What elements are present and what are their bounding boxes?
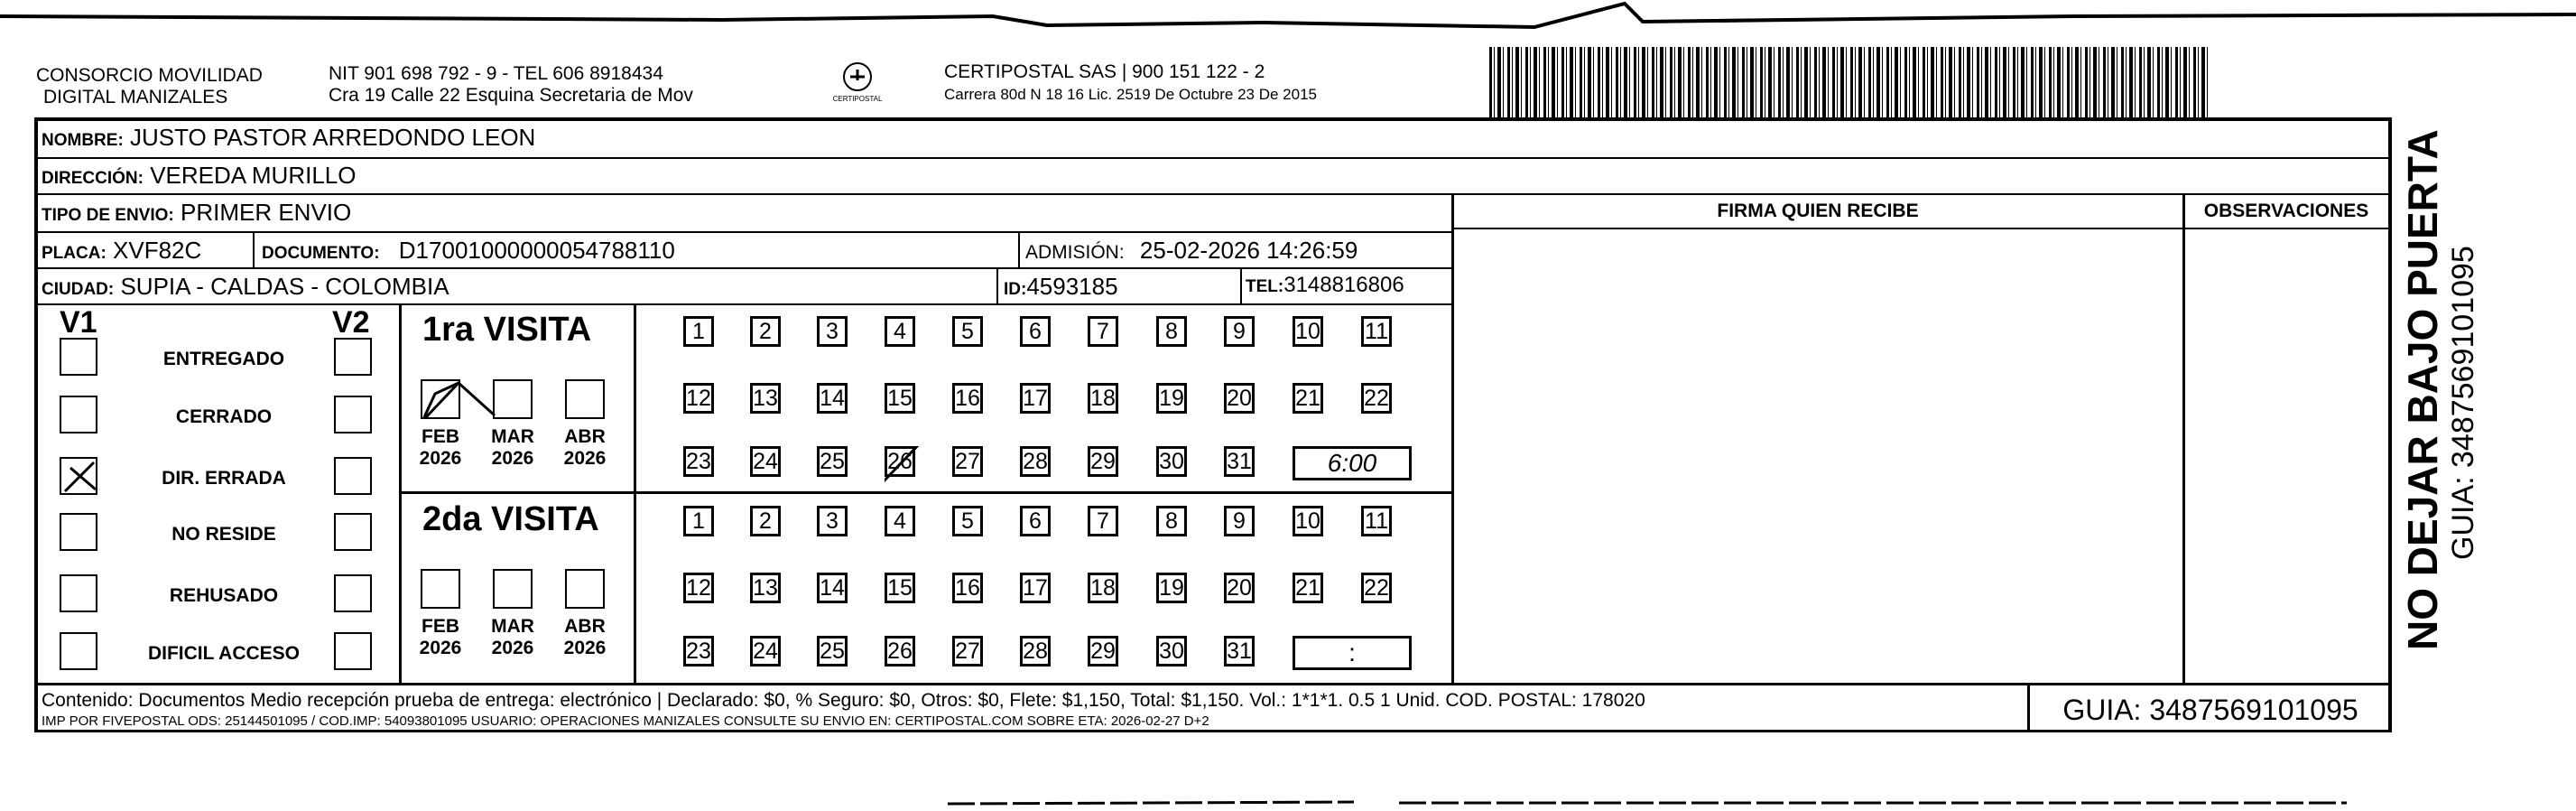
rule [34,730,2392,732]
day-box[interactable]: 10 [1293,316,1323,347]
v2-checkbox[interactable] [334,632,372,670]
month-name: FEB [422,616,459,637]
nombre-row [42,124,535,152]
day-box[interactable]: 3 [817,316,848,347]
footer-imp: IMP POR FIVEPOSTAL ODS: 25144501095 / COD.IMP: 54093801095 USUARIO: OPERACIONES MANIZALES CONSULTE SU ENVIO EN: CERTIPOSTAL.COM SOBRE ETA: 2026-02-27 D+2 [42,713,1209,729]
month-label [558,616,612,659]
day-box[interactable]: 2 [750,316,781,347]
month-label [413,426,468,470]
rule [34,231,1453,233]
id-row [1004,273,1118,301]
day-box[interactable]: 8 [1156,316,1187,347]
month-year: 2026 [563,638,607,658]
direccion-value: VEREDA MURILLO [150,162,357,189]
day-box[interactable]: 24 [750,446,781,477]
carrier-info [944,61,1317,104]
placa-row [42,237,201,265]
v2-checkbox[interactable] [334,396,372,433]
day-box[interactable]: 28 [1020,636,1051,667]
rule [34,157,2392,159]
id-label: ID: [1004,280,1027,299]
org-name [36,65,263,108]
day-box[interactable]: 2 [750,506,781,536]
day-box[interactable]: 4 [885,506,915,536]
rule [2182,195,2185,683]
v2-checkbox[interactable] [334,574,372,612]
rule [34,193,2392,195]
day-box[interactable]: 29 [1088,446,1118,477]
month-checkbox[interactable] [421,379,460,419]
tipo-label: TIPO DE ENVIO: [42,206,174,225]
day-box[interactable]: 26 [885,636,915,667]
day-box[interactable]: 1 [683,316,714,347]
month-name: ABR [564,426,606,447]
day-box[interactable]: 27 [952,446,983,477]
visit-title: 2da VISITA [422,500,599,538]
day-box[interactable]: 22 [1361,383,1392,414]
tel-label: TEL: [1246,277,1284,296]
day-box[interactable]: 5 [952,316,983,347]
footer-guia: GUIA: 3487569101095 [2062,694,2358,726]
day-box[interactable]: 17 [1020,573,1051,603]
day-box[interactable]: 20 [1224,573,1255,603]
state-label: DIR. ERRADA [162,468,286,489]
placa-label: PLACA: [42,244,107,263]
ciudad-value: SUPIA - CALDAS - COLOMBIA [120,273,449,300]
day-box[interactable]: 10 [1293,506,1323,536]
state-label: NO RESIDE [171,524,276,545]
rule [996,269,998,305]
v1-checkbox[interactable] [60,632,97,670]
month-year: 2026 [419,448,462,469]
v2-header: V2 [332,305,370,340]
day-box[interactable]: 16 [952,573,983,603]
day-box[interactable]: 5 [952,506,983,536]
v1-checkbox[interactable] [60,513,97,551]
day-box[interactable]: 16 [952,383,983,414]
day-box[interactable]: 31 [1224,446,1255,477]
nombre-value: JUSTO PASTOR ARREDONDO LEON [130,124,536,151]
day-box[interactable]: 26 [885,446,915,477]
direccion-label: DIRECCIÓN: [42,169,144,188]
rule [253,233,255,269]
documento-label: DOCUMENTO: [262,244,380,263]
rule [1451,228,2392,229]
certipostal-logo-icon [842,61,873,92]
ciudad-row [42,273,449,301]
state-label: REHUSADO [169,585,279,606]
month-name: ABR [564,616,606,637]
tel-row [1246,273,1404,298]
org-line2: DIGITAL MANIZALES [43,87,228,107]
day-box[interactable]: 12 [683,573,714,603]
day-box[interactable]: 7 [1088,506,1118,536]
tipo-row [42,199,351,227]
month-name: MAR [491,616,534,637]
rule [34,683,2392,685]
ciudad-label: CIUDAD: [42,280,115,299]
org-line1: CONSORCIO MOVILIDAD [36,65,263,86]
carrier-line1: CERTIPOSTAL SAS | 900 151 122 - 2 [944,61,1265,82]
day-box[interactable]: 21 [1293,573,1323,603]
month-year: 2026 [563,448,607,469]
v1-checkbox[interactable] [60,457,97,495]
day-box[interactable]: 18 [1088,383,1118,414]
admision-value: 25-02-2026 14:26:59 [1139,237,1358,264]
nit-line2: Cra 19 Calle 22 Esquina Secretaria de Mov [329,85,693,106]
day-box[interactable]: 12 [683,383,714,414]
day-box[interactable]: 11 [1361,316,1392,347]
month-label [558,426,612,470]
month-year: 2026 [419,638,462,658]
month-checkbox[interactable] [565,569,605,609]
v2-checkbox[interactable] [334,513,372,551]
time-field[interactable]: 6:00 [1293,446,1412,480]
month-checkbox[interactable] [421,569,460,609]
rule [1018,233,1020,269]
day-box[interactable]: 23 [683,446,714,477]
day-box[interactable]: 9 [1224,316,1255,347]
rule [2027,683,2030,732]
nit-line1: NIT 901 698 792 - 9 - TEL 606 8918434 [329,63,663,84]
day-box[interactable]: 13 [750,383,781,414]
day-mark-icon [885,446,921,487]
tipo-value: PRIMER ENVIO [180,199,352,226]
id-value: 4593185 [1026,273,1118,300]
time-field[interactable]: : [1293,636,1412,670]
state-label: ENTREGADO [162,349,285,369]
day-box[interactable]: 15 [885,383,915,414]
direccion-row [42,162,356,190]
v2-checkbox[interactable] [334,338,372,376]
rule [34,117,2392,121]
day-box[interactable]: 15 [885,573,915,603]
day-box[interactable]: 20 [1224,383,1255,414]
day-box[interactable]: 21 [1293,383,1323,414]
day-box[interactable]: 14 [817,573,848,603]
firma-header: FIRMA QUIEN RECIBE [1717,200,1919,221]
side-guia: GUIA: 3487569101095 [2446,246,2480,560]
certipostal-logo [830,61,885,103]
admision-row [1025,237,1357,265]
month-name: FEB [422,426,459,447]
check-mark-icon [422,381,495,419]
nit-info [329,63,693,107]
day-box[interactable]: 3 [817,506,848,536]
v2-checkbox[interactable] [334,457,372,495]
month-label [413,616,468,659]
check-mark-icon [61,459,97,495]
month-name: MAR [491,426,534,447]
admision-label: ADMISIÓN: [1025,242,1125,263]
day-box[interactable]: 27 [952,636,983,667]
rule [1240,269,1242,305]
v1-checkbox[interactable] [60,396,97,433]
month-label [486,616,540,659]
state-label: DIFICIL ACCESO [147,643,300,664]
v1-checkbox[interactable] [60,338,97,376]
torn-edge [0,0,2576,36]
day-box[interactable]: 29 [1088,636,1118,667]
day-box[interactable]: 31 [1224,636,1255,667]
day-box[interactable]: 6 [1020,506,1051,536]
day-box[interactable]: 18 [1088,573,1118,603]
day-box[interactable]: 4 [885,316,915,347]
documento-row [262,237,675,265]
rule [34,117,38,732]
month-label [486,426,540,470]
barcode [1489,47,2211,117]
v1-header: V1 [60,305,97,340]
day-box[interactable]: 19 [1156,573,1187,603]
day-box[interactable]: 11 [1361,506,1392,536]
state-label: CERRADO [175,406,273,427]
day-box[interactable]: 22 [1361,573,1392,603]
month-checkbox[interactable] [565,379,605,419]
day-box[interactable]: 9 [1224,506,1255,536]
logo-caption: CERTIPOSTAL [832,95,883,103]
bottom-edge [0,795,2576,811]
rule [2388,117,2392,732]
day-box[interactable]: 30 [1156,636,1187,667]
v1-checkbox[interactable] [60,574,97,612]
day-box[interactable]: 13 [750,573,781,603]
side-notice: NO DEJAR BAJO PUERTA [2399,129,2446,650]
day-box[interactable]: 23 [683,636,714,667]
month-checkbox[interactable] [493,379,533,419]
documento-value: D17001000000054788110 [398,237,675,264]
tel-value: 3148816806 [1283,273,1404,297]
rule [399,491,1453,494]
day-box[interactable]: 14 [817,383,848,414]
day-box[interactable]: 17 [1020,383,1051,414]
day-box[interactable]: 25 [817,446,848,477]
nombre-label: NOMBRE: [42,131,124,150]
carrier-line2: Carrera 80d N 18 16 Lic. 2519 De Octubre 23 De 2015 [944,86,1317,103]
placa-value: XVF82C [113,237,202,264]
day-box[interactable]: 28 [1020,446,1051,477]
month-year: 2026 [491,638,534,658]
day-box[interactable]: 7 [1088,316,1118,347]
day-box[interactable]: 8 [1156,506,1187,536]
day-box[interactable]: 1 [683,506,714,536]
footer-contenido: Contenido: Documentos Medio recepción prueba de entrega: electrónico | Declarado: $0, % Seguro: $0, Otros: $0, Flete: $1,150, Total: $1,150. Vol.: 1*1*1. 0.5 1 Unid. COD. POSTAL: 178020 [42,690,1645,711]
visit-title: 1ra VISITA [422,311,592,349]
month-checkbox[interactable] [493,569,533,609]
day-box[interactable]: 25 [817,636,848,667]
day-box[interactable]: 6 [1020,316,1051,347]
observaciones-header: OBSERVACIONES [2203,200,2369,221]
day-box[interactable]: 19 [1156,383,1187,414]
day-box[interactable]: 30 [1156,446,1187,477]
day-box[interactable]: 24 [750,636,781,667]
side-text [2399,129,2480,650]
month-year: 2026 [491,448,534,469]
